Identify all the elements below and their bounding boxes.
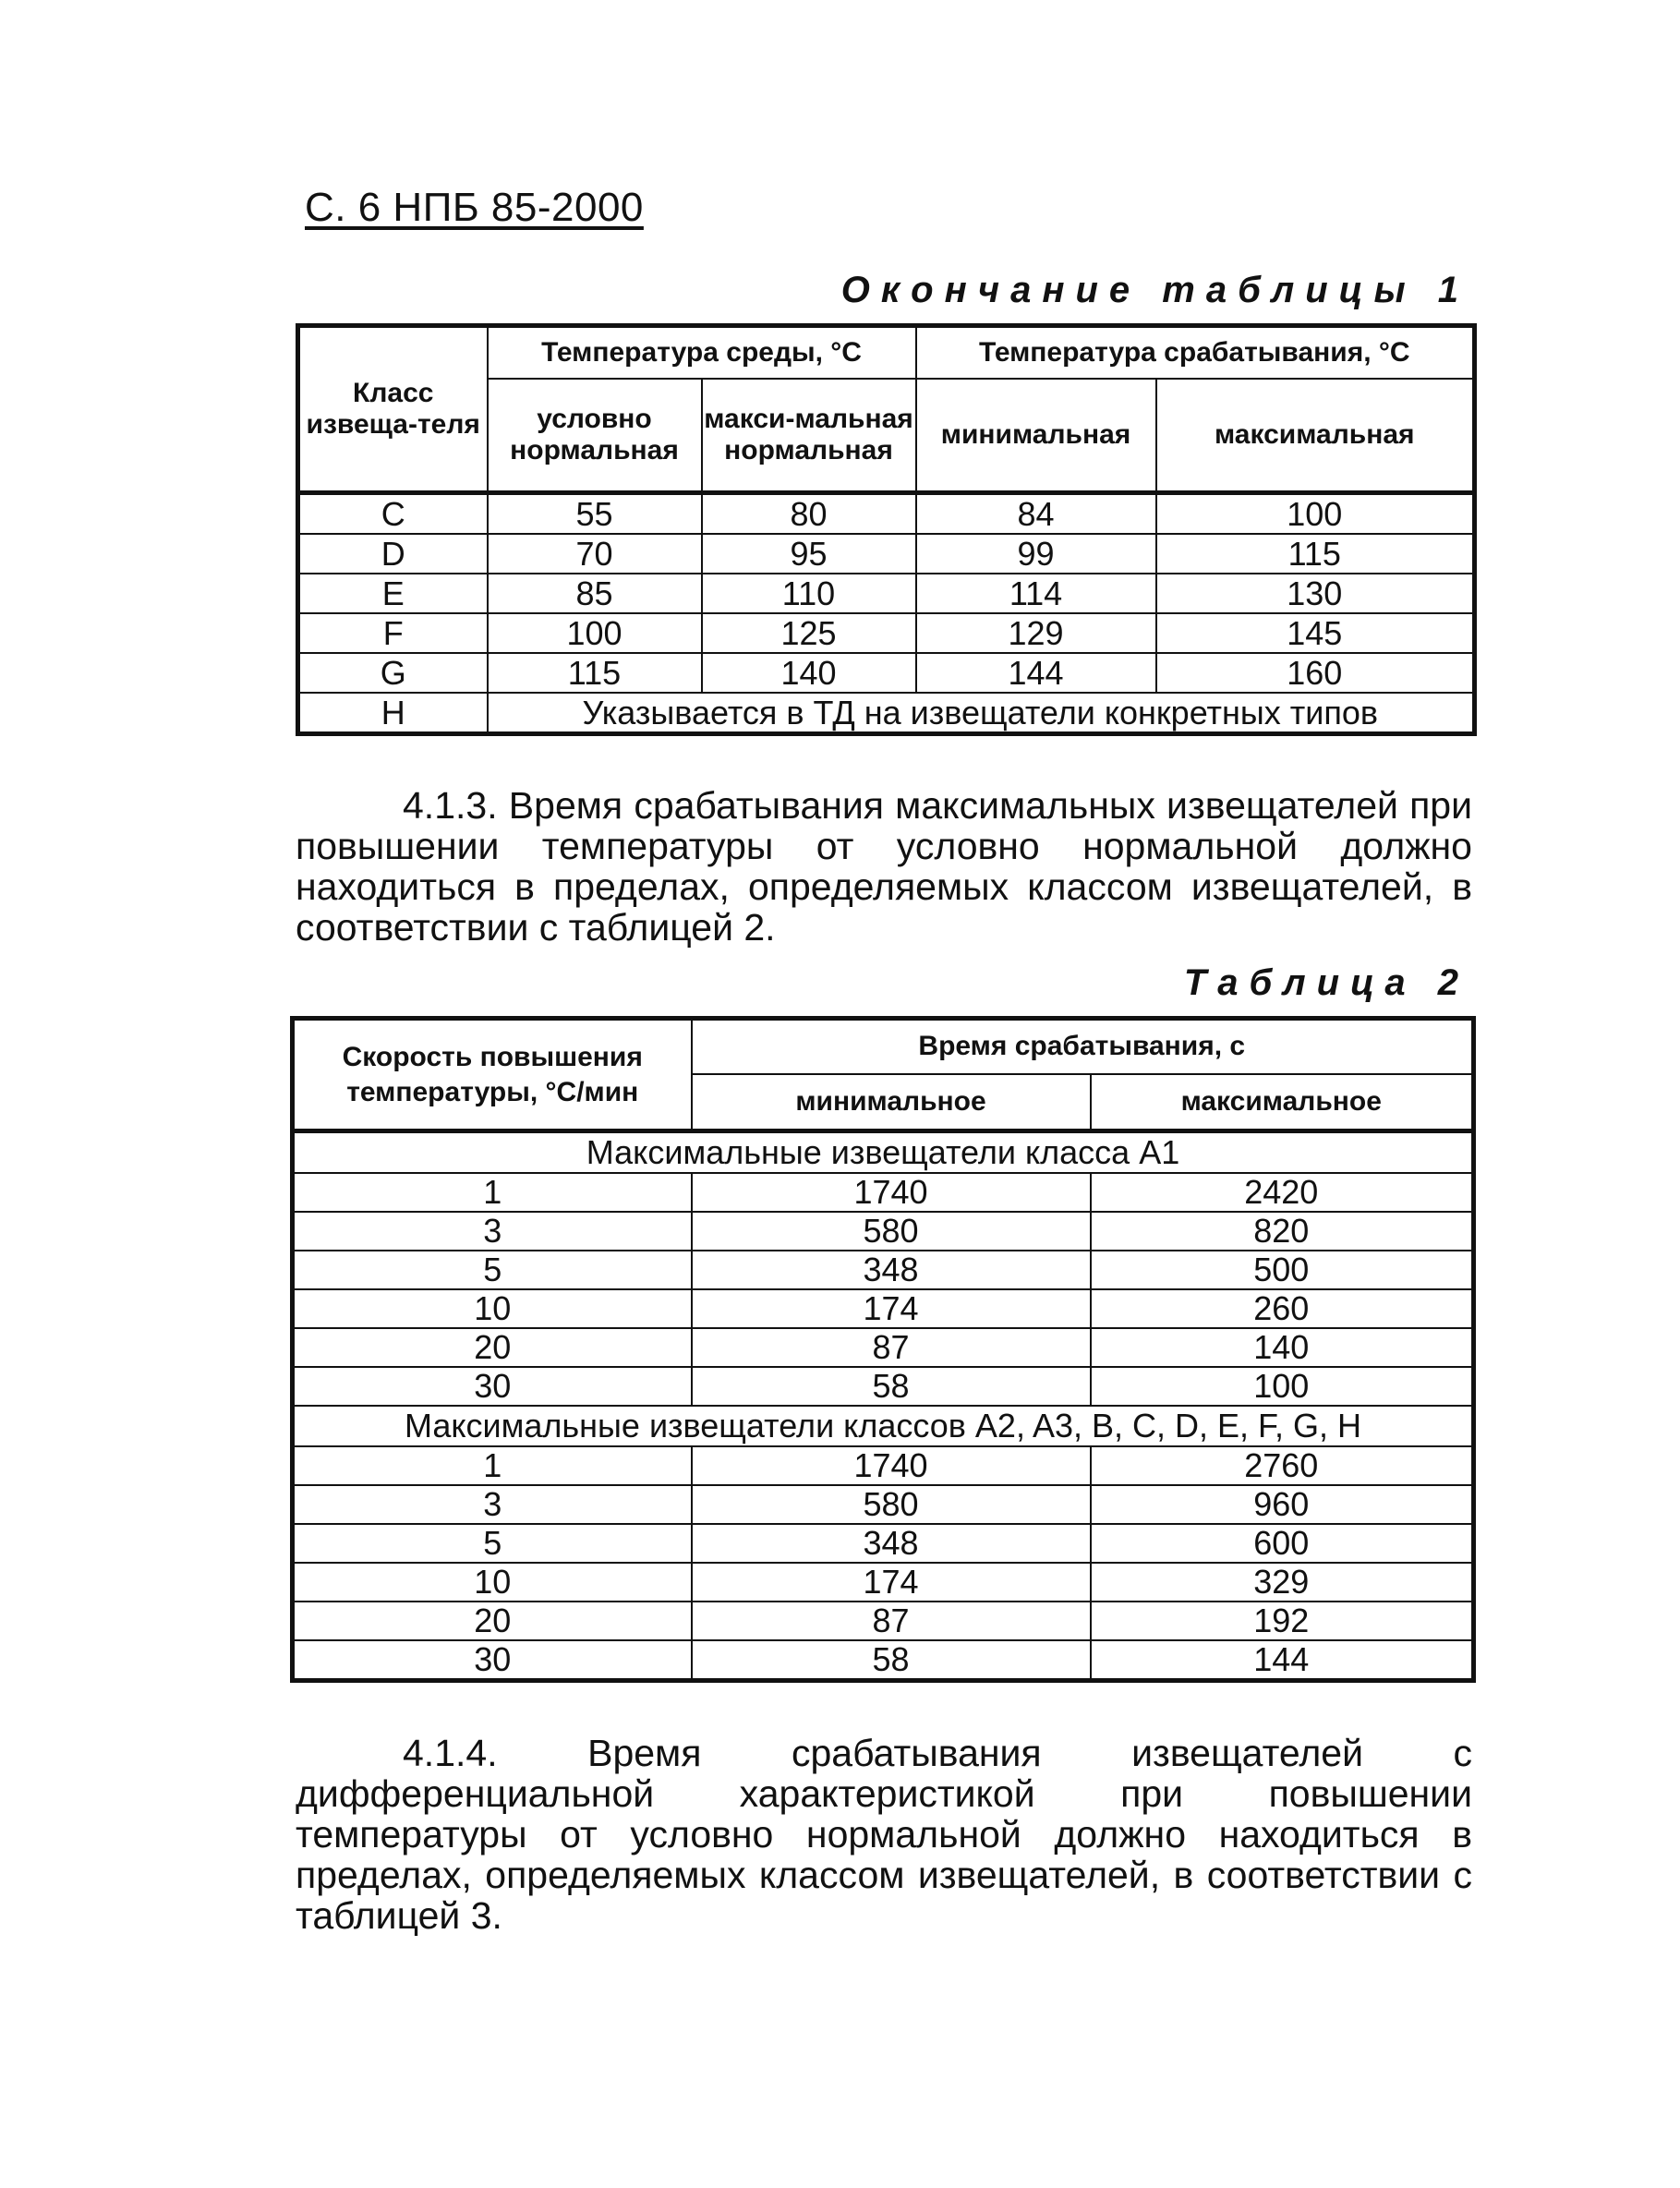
table-cell: 1740 bbox=[692, 1173, 1091, 1212]
table-row bbox=[293, 1485, 1474, 1524]
table2-header-min: минимальное bbox=[692, 1074, 1091, 1131]
table-row bbox=[298, 613, 1475, 653]
table1-header-max-trigger: максимальная bbox=[1156, 379, 1475, 493]
table-cell: 30 bbox=[293, 1640, 692, 1681]
table2-header-time: Время срабатывания, с bbox=[692, 1019, 1474, 1074]
table-cell: 115 bbox=[1156, 534, 1475, 574]
paragraph-4-1-3 bbox=[296, 785, 1472, 948]
table-cell: 174 bbox=[692, 1289, 1091, 1328]
table1-header-min-trigger: минимальная bbox=[916, 379, 1156, 493]
table-cell: 3 bbox=[293, 1212, 692, 1251]
table-cell: 30 bbox=[293, 1367, 692, 1406]
table-cell: 58 bbox=[692, 1640, 1091, 1681]
table1-header-conditional-normal: условно нормальная bbox=[488, 379, 702, 493]
table-cell: 58 bbox=[692, 1367, 1091, 1406]
table-cell: 115 bbox=[488, 653, 702, 693]
table-cell: 10 bbox=[293, 1563, 692, 1602]
table2-group1-title: Максимальные извещатели класса A1 bbox=[293, 1131, 1474, 1174]
table-cell: 100 bbox=[1091, 1367, 1474, 1406]
table-cell: D bbox=[298, 534, 488, 574]
table1-caption: Окончание таблицы 1 bbox=[840, 270, 1469, 310]
table1-header-trigger-temp: Температура срабатывания, °С bbox=[916, 326, 1475, 379]
table-cell: 20 bbox=[293, 1602, 692, 1640]
table-group-row bbox=[293, 1131, 1474, 1174]
table-row bbox=[293, 1602, 1474, 1640]
table-cell: 125 bbox=[702, 613, 916, 653]
table-cell: 70 bbox=[488, 534, 702, 574]
table-cell: 174 bbox=[692, 1563, 1091, 1602]
table-row bbox=[293, 1446, 1474, 1485]
paragraph-text: Время срабатывания извещателей с дифференциальной характеристикой при повышении температуры от условно нормальной должно находиться в пределах, определяемых классом извещателей, в соответствии с таблицей 3. bbox=[296, 1732, 1472, 1937]
table-cell: 110 bbox=[702, 574, 916, 613]
table1-header-max-normal: макси-мальная нормальная bbox=[702, 379, 916, 493]
table-row bbox=[298, 534, 1475, 574]
table-cell: 348 bbox=[692, 1251, 1091, 1289]
table1-header-class: Класс извеща-теля bbox=[298, 326, 488, 493]
paragraph-4-1-4 bbox=[296, 1733, 1472, 1936]
table-cell: 84 bbox=[916, 493, 1156, 535]
table-cell: 5 bbox=[293, 1251, 692, 1289]
table-cell: 55 bbox=[488, 493, 702, 535]
table-cell: 5 bbox=[293, 1524, 692, 1563]
table-cell: 348 bbox=[692, 1524, 1091, 1563]
table-cell: 20 bbox=[293, 1328, 692, 1367]
table-cell: 87 bbox=[692, 1328, 1091, 1367]
table-cell: G bbox=[298, 653, 488, 693]
table-row bbox=[298, 574, 1475, 613]
table-cell: 1 bbox=[293, 1173, 692, 1212]
table-row bbox=[293, 1563, 1474, 1602]
table-cell: 144 bbox=[916, 653, 1156, 693]
table-row bbox=[293, 1328, 1474, 1367]
table-row bbox=[293, 1640, 1474, 1681]
table-cell: 130 bbox=[1156, 574, 1475, 613]
table-cell: 1740 bbox=[692, 1446, 1091, 1485]
table-cell: 2760 bbox=[1091, 1446, 1474, 1485]
table-cell: 129 bbox=[916, 613, 1156, 653]
table1-header-env-temp: Температура среды, °С bbox=[488, 326, 916, 379]
table-row bbox=[298, 693, 1475, 734]
table-cell: E bbox=[298, 574, 488, 613]
table-cell: 95 bbox=[702, 534, 916, 574]
table-cell: 329 bbox=[1091, 1563, 1474, 1602]
table2-header-max: максимальное bbox=[1091, 1074, 1474, 1131]
paragraph-text: Время срабатывания максимальных извещателей при повышении температуры от условно нормальной должно находиться в пределах, определяемых классом извещателей, в соответствии с таблицей 2. bbox=[296, 784, 1472, 949]
table-cell: 260 bbox=[1091, 1289, 1474, 1328]
table-row bbox=[293, 1524, 1474, 1563]
table-cell: 80 bbox=[702, 493, 916, 535]
table2-header-rate: Скорость повышения температуры, °С/мин bbox=[293, 1019, 692, 1131]
table-row bbox=[293, 1173, 1474, 1212]
table-cell: 192 bbox=[1091, 1602, 1474, 1640]
table-cell: C bbox=[298, 493, 488, 535]
table-cell: 500 bbox=[1091, 1251, 1474, 1289]
table-row bbox=[293, 1289, 1474, 1328]
table-cell: 100 bbox=[1156, 493, 1475, 535]
table-cell: 960 bbox=[1091, 1485, 1474, 1524]
table-group-row bbox=[293, 1406, 1474, 1446]
table-row bbox=[293, 1367, 1474, 1406]
paragraph-number: 4.1.4. bbox=[403, 1732, 498, 1774]
table-cell: 99 bbox=[916, 534, 1156, 574]
table-row bbox=[298, 493, 1475, 535]
table-cell: 600 bbox=[1091, 1524, 1474, 1563]
table-row bbox=[298, 653, 1475, 693]
table2-caption: Таблица 2 bbox=[1183, 962, 1469, 1003]
table-cell: 580 bbox=[692, 1485, 1091, 1524]
table-cell: 160 bbox=[1156, 653, 1475, 693]
table-cell: H bbox=[298, 693, 488, 734]
table-cell: 3 bbox=[293, 1485, 692, 1524]
table-cell: 144 bbox=[1091, 1640, 1474, 1681]
table-cell: 145 bbox=[1156, 613, 1475, 653]
table-row bbox=[293, 1251, 1474, 1289]
table-cell: 140 bbox=[1091, 1328, 1474, 1367]
table-row bbox=[293, 1212, 1474, 1251]
table-cell: 87 bbox=[692, 1602, 1091, 1640]
table-cell: F bbox=[298, 613, 488, 653]
table-cell: 580 bbox=[692, 1212, 1091, 1251]
table-cell: 114 bbox=[916, 574, 1156, 613]
table1 bbox=[296, 323, 1477, 736]
paragraph-number: 4.1.3. bbox=[403, 784, 498, 827]
table-cell: 100 bbox=[488, 613, 702, 653]
page-header: С. 6 НПБ 85-2000 bbox=[305, 185, 644, 230]
table2-group2-title: Максимальные извещатели классов A2, A3, B, C, D, E, F, G, H bbox=[293, 1406, 1474, 1446]
table-cell-note: Указывается в ТД на извещатели конкретных типов bbox=[488, 693, 1475, 734]
table2 bbox=[290, 1016, 1476, 1683]
table-cell: 85 bbox=[488, 574, 702, 613]
table-cell: 10 bbox=[293, 1289, 692, 1328]
table-cell: 820 bbox=[1091, 1212, 1474, 1251]
table-cell: 1 bbox=[293, 1446, 692, 1485]
table-cell: 140 bbox=[702, 653, 916, 693]
table-cell: 2420 bbox=[1091, 1173, 1474, 1212]
